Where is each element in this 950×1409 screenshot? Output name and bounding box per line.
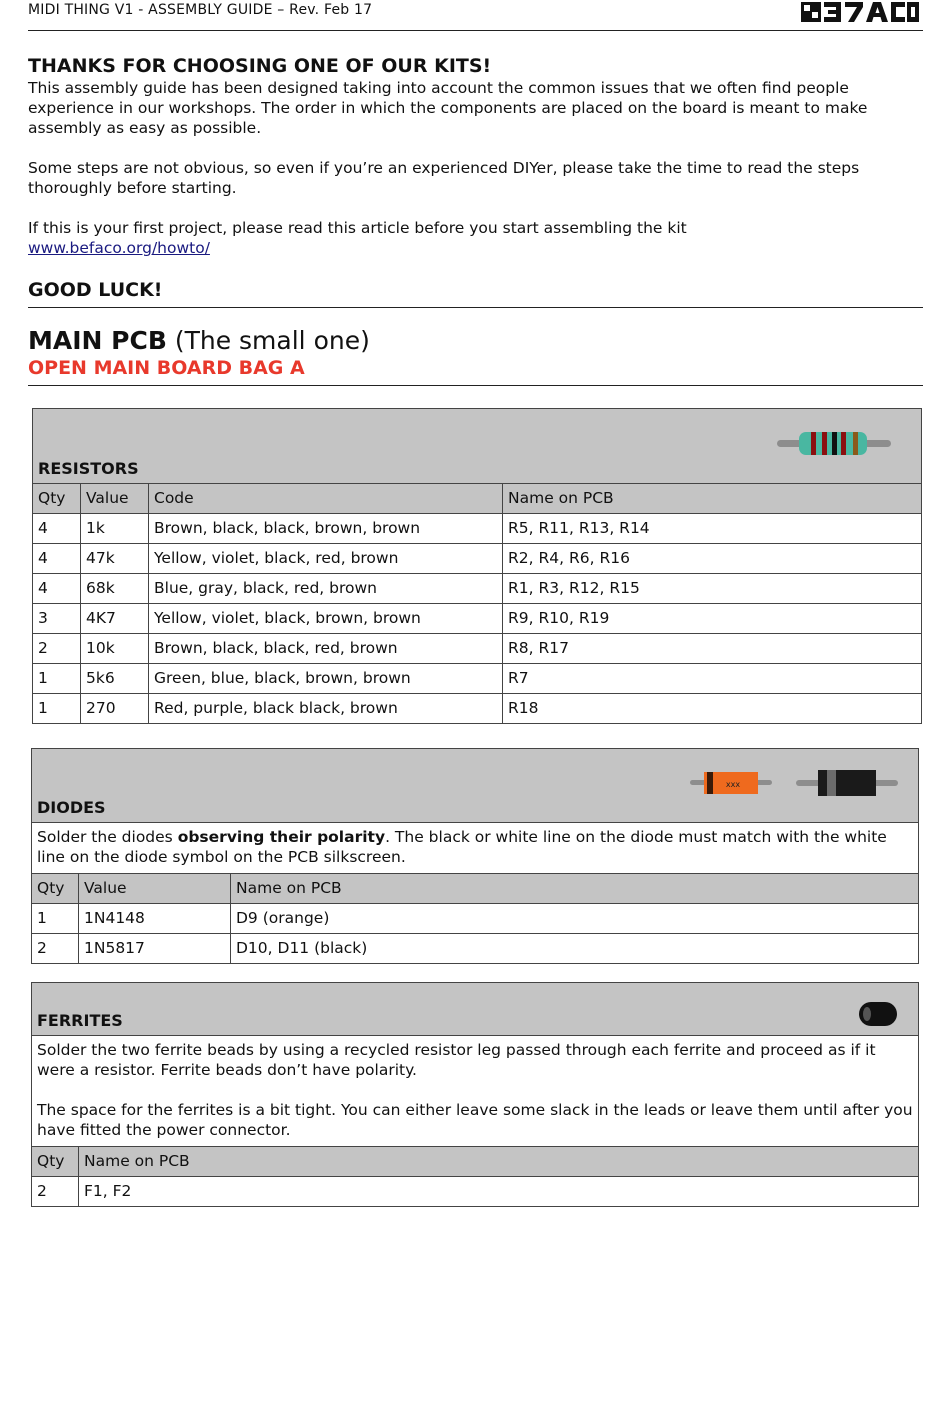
column-header: Value <box>79 874 231 904</box>
orange-diode-icon <box>690 771 772 795</box>
diode-marking: xxx <box>725 780 741 789</box>
howto-link[interactable]: www.befaco.org/howto/ <box>28 239 210 257</box>
ferrites-column-header-row <box>32 1147 919 1177</box>
intro-paragraph-2: Some steps are not obvious, so even if you’re an experienced DIYer, please take the time to read the steps thoroughly before starting. <box>28 159 860 197</box>
table-cell: 2 <box>33 634 81 664</box>
table-cell: 4 <box>33 544 81 574</box>
resistors-title: RESISTORS <box>38 459 139 478</box>
table-cell: Yellow, violet, black, red, brown <box>149 544 503 574</box>
table-row <box>33 634 922 664</box>
ferrites-description <box>31 1035 919 1146</box>
table-cell: R2, R4, R6, R16 <box>503 544 922 574</box>
table-cell: 4 <box>33 574 81 604</box>
table-cell: 1k <box>81 514 149 544</box>
ferrites-desc-1: Solder the two ferrite beads by using a recycled resistor leg passed through each ferrite and proceed as if it were a resistor. Ferrite beads don’t have polarity. <box>37 1041 876 1079</box>
main-pcb-title <box>28 326 923 356</box>
diodes-desc-post: . The black or white line on the diode must match with the white line on the diode symbol on the PCB silkscreen. <box>37 828 887 866</box>
table-cell: 1N4148 <box>79 904 231 934</box>
table-row <box>33 694 922 724</box>
table-cell: 5k6 <box>81 664 149 694</box>
column-header: Value <box>81 484 149 514</box>
table-row <box>33 664 922 694</box>
table-cell: Brown, black, black, red, brown <box>149 634 503 664</box>
main-pcb-title-rest: (The small one) <box>166 326 370 355</box>
table-cell: 1N5817 <box>79 934 231 964</box>
column-header: Qty <box>32 874 79 904</box>
resistors-section <box>32 408 922 724</box>
ferrites-title: FERRITES <box>37 1011 123 1030</box>
table-cell: 2 <box>32 1177 79 1207</box>
page-header <box>28 0 923 31</box>
table-cell: 1 <box>33 694 81 724</box>
table-cell: D9 (orange) <box>231 904 919 934</box>
ferrites-desc-2: The space for the ferrites is a bit tight. You can either leave some slack in the leads or leave them until after you have fitted the power connector. <box>37 1101 913 1139</box>
document-title: MIDI THING V1 - ASSEMBLY GUIDE – Rev. Feb 17 <box>28 2 373 18</box>
table-cell: F1, F2 <box>79 1177 919 1207</box>
black-diode-icon <box>796 769 898 797</box>
diodes-header <box>31 748 919 822</box>
column-header: Qty <box>33 484 81 514</box>
intro-section <box>28 54 923 386</box>
table-row <box>33 604 922 634</box>
table-cell: Yellow, violet, black, brown, brown <box>149 604 503 634</box>
table-row <box>32 904 919 934</box>
table-cell: 47k <box>81 544 149 574</box>
diodes-table <box>31 873 919 964</box>
intro-heading: THANKS FOR CHOOSING ONE OF OUR KITS! <box>28 55 492 77</box>
table-row <box>33 574 922 604</box>
table-cell: 3 <box>33 604 81 634</box>
diodes-description <box>31 822 919 873</box>
table-cell: Green, blue, black, brown, brown <box>149 664 503 694</box>
column-header: Name on PCB <box>79 1147 919 1177</box>
table-cell: R9, R10, R19 <box>503 604 922 634</box>
table-cell: 4K7 <box>81 604 149 634</box>
table-row <box>33 544 922 574</box>
table-cell: 1 <box>33 664 81 694</box>
table-cell: 4 <box>33 514 81 544</box>
table-cell: R1, R3, R12, R15 <box>503 574 922 604</box>
table-row <box>33 514 922 544</box>
ferrites-header <box>31 982 919 1035</box>
table-cell: Red, purple, black black, brown <box>149 694 503 724</box>
table-cell: R7 <box>503 664 922 694</box>
ferrites-section <box>31 982 919 1207</box>
table-cell: R5, R11, R13, R14 <box>503 514 922 544</box>
table-cell: R18 <box>503 694 922 724</box>
resistors-header <box>32 408 922 483</box>
main-pcb-title-bold: MAIN PCB <box>28 326 167 355</box>
diodes-desc-bold: observing their polarity <box>177 828 386 846</box>
ferrites-table <box>31 1146 919 1207</box>
table-row <box>32 1177 919 1207</box>
table-cell: Blue, gray, black, red, brown <box>149 574 503 604</box>
table-cell: R8, R17 <box>503 634 922 664</box>
intro-paragraph-3: If this is your first project, please read this article before you start assembling the kit <box>28 219 687 237</box>
column-header: Code <box>149 484 503 514</box>
table-row <box>32 934 919 964</box>
diodes-title: DIODES <box>37 798 106 817</box>
ferrite-bead-icon <box>858 1001 898 1029</box>
table-cell: Brown, black, black, brown, brown <box>149 514 503 544</box>
resistors-table <box>32 483 922 724</box>
column-header: Name on PCB <box>503 484 922 514</box>
diodes-desc-pre: Solder the diodes <box>37 828 178 846</box>
intro-paragraph-1: This assembly guide has been designed taking into account the common issues that we often find people experience in our workshops. The order in which the components are placed on the board is meant to make assembly as easy as possible. <box>28 79 868 137</box>
resistor-icon <box>777 427 891 459</box>
table-cell: 270 <box>81 694 149 724</box>
table-cell: 1 <box>32 904 79 934</box>
table-cell: D10, D11 (black) <box>231 934 919 964</box>
table-cell: 10k <box>81 634 149 664</box>
table-cell: 2 <box>32 934 79 964</box>
diodes-section <box>31 748 919 964</box>
table-cell: 68k <box>81 574 149 604</box>
column-header: Qty <box>32 1147 79 1177</box>
bag-label: OPEN MAIN BOARD BAG A <box>28 356 923 386</box>
befaco-logo-icon <box>801 1 919 23</box>
diodes-column-header-row <box>32 874 919 904</box>
good-luck-heading: GOOD LUCK! <box>28 278 923 308</box>
column-header: Name on PCB <box>231 874 919 904</box>
resistors-column-header-row <box>33 484 922 514</box>
